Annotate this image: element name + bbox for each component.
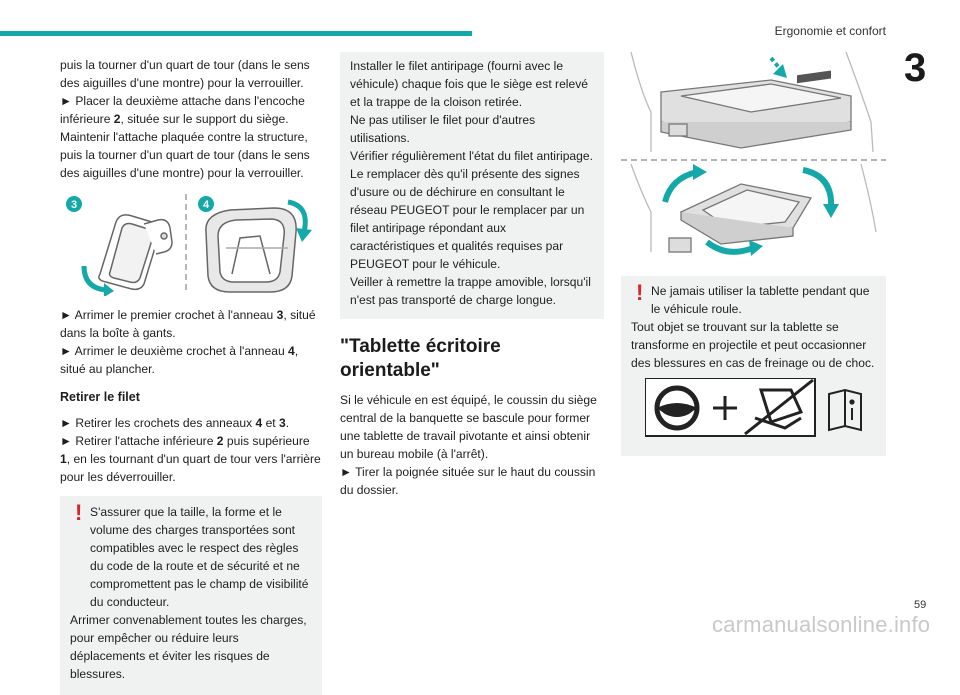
instruction-step: ► Placer la deuxième attache dans l'encoche inférieure 2, située sur le support du siège. bbox=[60, 94, 305, 126]
ring-4-drawing bbox=[206, 208, 296, 292]
column-right bbox=[621, 52, 886, 456]
instruction-step: ► Tirer la poignée située sur le haut du coussin du dossier. bbox=[340, 465, 596, 497]
page-number: 59 bbox=[914, 599, 927, 611]
warning-text: S'assurer que la taille, la forme et le volume des charges transportées sont compatibles avec le respect des règles du code de la route et de sécurité et ne compromettent pas le champ de visibilité du conducteur. bbox=[90, 505, 309, 609]
column-middle bbox=[340, 52, 604, 499]
paragraph: Si le véhicule en est équipé, le coussin du siège central de la banquette se bascule pour former une tablette de travail pivotante et ainsi obtenir un bureau mobile (à l'arrêt). bbox=[340, 393, 597, 461]
chapter-number: 3 bbox=[904, 46, 927, 90]
section-title: Ergonomie et confort bbox=[774, 24, 886, 38]
instruction-step: ► Retirer l'attache inférieure 2 puis supérieure 1, en les tournant d'un quart de tour vers l'arrière pour les déverrouiller. bbox=[60, 434, 321, 484]
info-box-net bbox=[340, 52, 604, 319]
warning-box-loads bbox=[60, 496, 322, 695]
instruction-step: ► Arrimer le premier crochet à l'anneau 3, situé dans la boîte à gants. bbox=[60, 308, 316, 340]
section-heading-tablet: "Tablette écritoire orientable" bbox=[340, 336, 501, 381]
watermark-text: carmanualsonline.info bbox=[712, 612, 931, 637]
manual-book-icon bbox=[829, 390, 861, 430]
warning-icon: ! bbox=[75, 500, 83, 525]
anchor-rings-figure bbox=[60, 192, 322, 296]
tablet-illustration bbox=[621, 52, 886, 264]
info-text: Veiller à remettre la trappe amovible, lorsqu'il n'est pas transporté de charge longue. bbox=[350, 275, 591, 307]
warning-text: Arrimer convenablement toutes les charges, pour empêcher ou réduire leurs déplacements et éviter les risques de blessures. bbox=[70, 613, 307, 681]
tablet-folded-drawing bbox=[631, 52, 873, 152]
swivel-tablet-figure bbox=[621, 52, 886, 264]
warning-text: Ne jamais utiliser la tablette pendant que le véhicule roule. bbox=[651, 284, 870, 316]
paragraph: puis la tourner d'un quart de tour (dans le sens des aiguilles d'une montre) pour la verrouiller. bbox=[60, 58, 310, 90]
safety-pictogram bbox=[645, 378, 865, 438]
instruction-step: ► Retirer les crochets des anneaux 4 et 3. bbox=[60, 416, 290, 430]
hook-illustrations bbox=[60, 192, 322, 296]
warning-text: Tout objet se trouvant sur la tablette se transforme en projectile et peut occasionner des blessures en cas de freinage ou de choc. bbox=[631, 320, 875, 370]
subheading-remove-net: Retirer le filet bbox=[60, 390, 140, 404]
rotation-arrow-icon bbox=[665, 172, 697, 202]
figure-label-3: 3 bbox=[70, 199, 78, 211]
instruction-step: ► Arrimer le deuxième crochet à l'anneau 4, situé au plancher. bbox=[60, 344, 299, 376]
ring-3-drawing bbox=[99, 215, 172, 289]
info-text: Ne pas utiliser le filet pour d'autres utilisations. bbox=[350, 113, 536, 145]
tablet-rotated-drawing bbox=[631, 164, 876, 252]
figure-label-4: 4 bbox=[202, 199, 210, 211]
header-accent-bar bbox=[0, 31, 472, 36]
info-text: Installer le filet antiripage (fourni avec le véhicule) chaque fois que le siège est relevé et la trappe de la cloison retirée. bbox=[350, 59, 588, 109]
warning-box-tablet bbox=[621, 276, 886, 456]
warning-icon: ! bbox=[636, 280, 644, 305]
info-text: Vérifier régulièrement l'état du filet antiripage. Le remplacer dès qu'il présente des signes d'usure ou de déchirure en consultant le réseau PEUGEOT pour le remplacer par un filet antiripage répondant aux caractéristiques et qualités requises par PEUGEOT pour le véhicule. bbox=[350, 149, 593, 271]
paragraph: Maintenir l'attache plaquée contre la structure, puis la tourner d'un quart de tour (dans le sens des aiguilles d'une montre) pour la verrouiller. bbox=[60, 130, 310, 180]
column-left bbox=[60, 56, 322, 695]
